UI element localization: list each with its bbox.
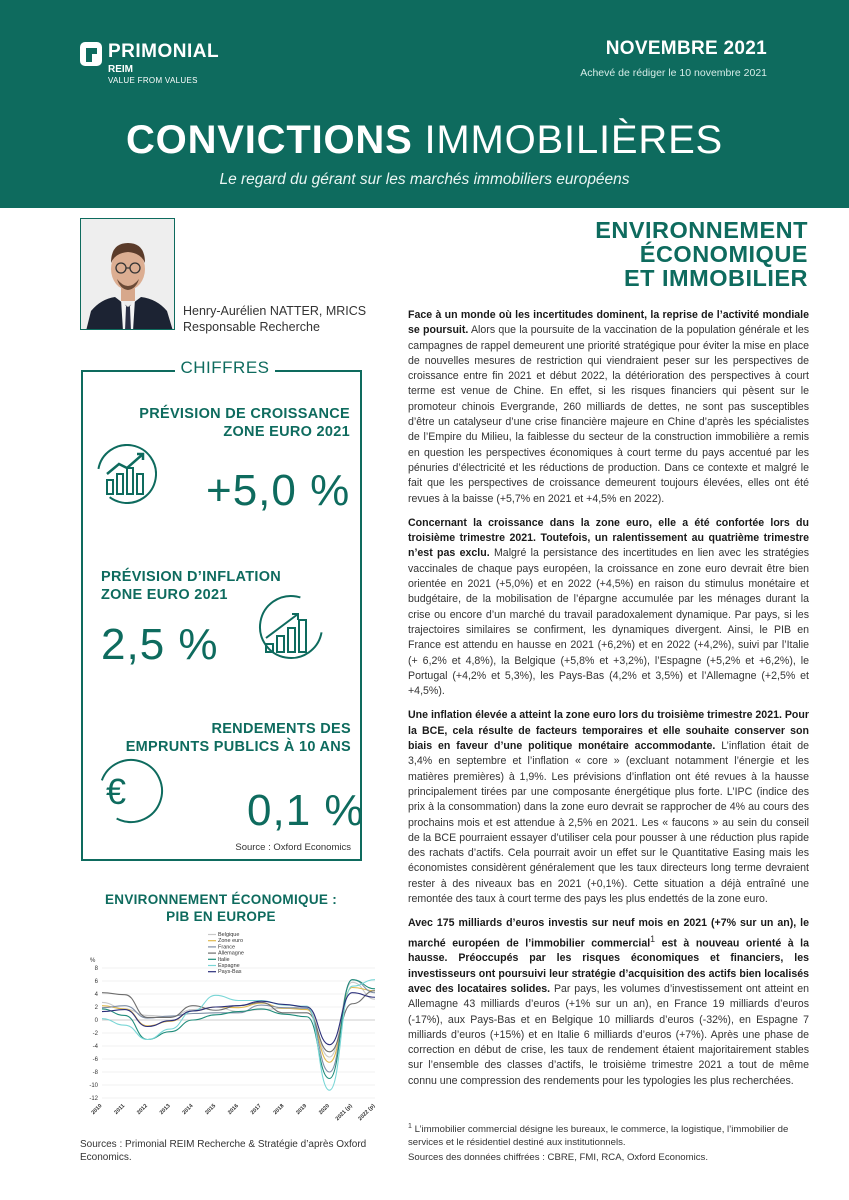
brand-tagline: VALUE FROM VALUES xyxy=(108,76,198,85)
chart-ytick-label: -2 xyxy=(92,1031,98,1037)
chart-ytick-label: 0 xyxy=(94,1018,98,1024)
page-title xyxy=(0,118,849,163)
chart-series-line xyxy=(102,991,375,1052)
paragraph-4: Avec 175 milliards d’euros investis sur neuf mois en 2021 (+7% sur un an), le marché européen de l’immobilier commercial$^1$ est à nouveau orienté à la hausse. Préoccupés par les risques économiques et financiers, les investisseurs ont poursuivi leur stratégie d’acquisition des actifs bien localisés avec des locataires solides. Par pays, les volumes d’investissement ont atteint en Allemagne 43 milliards d’euros (+1% sur un an), en France 19 milliards d’euros (-17%), aux Pays-Bas et en Belgique 10 milliards d’euros (-32%), en Espagne 7 milliards d’euros (+15%) et en Italie 6 milliards d’euros (+7%). Après une phase de correction en début de crise, les taux de rendement étaient majoritairement stables sur l’ensemble des classes d’actifs, le troisième trimestre 2021 a tout de même connu une compression des rendements pour les typologies les plus recherchées. xyxy=(408,917,809,1087)
page-subtitle: Le regard du gérant sur les marchés immobiliers européens xyxy=(219,171,630,188)
chart-ytick-label: -10 xyxy=(89,1083,98,1089)
paragraph-3: Une inflation élevée a atteint la zone euro lors du troisième trimestre 2021. Pour la BCE, cela résulte de facteurs temporaires et elle souhaite conserver son biais en faveur d’une politique monétaire accommodante. L’inflation était de 3,4% en septembre et l’inflation « core » (excluant notamment l’énergie et les matières premières) à 1,9%. Les prévisions d’inflation ont été revues à la hausse principalement tirées par une composante énergétique plus forte. L’IPC (indice des prix à la consommation) dans la zone euro devrait se rapprocher de 4% au cours des prochains mois et est attendue à 2,5% en 2021. Les « faucons » au sein du conseil de la BCE pourraient essayer d’utiliser cela pour pousser à une réduction plus rapide des rachats d’actifs. Cela pourrait avoir un effet sur le Quantitative Easing mais les économistes considèrent généralement que les taux directeurs long terme devraient rester à des niveaux bas en 2021 (+0,1%). Cette situation a déjà entraîné une remontée des taux à court terme des pays les plus endettés de la zone euro. xyxy=(408,709,809,905)
chart-ytick-label: 4 xyxy=(94,992,98,998)
data-sources: Sources des données chiffrées : CBRE, FMI, RCA, Oxford Economics. xyxy=(408,1152,709,1163)
inflation-heading: PRÉVISION D’INFLATION ZONE EURO 2021 xyxy=(101,569,282,603)
chart-legend-label: Pays-Bas xyxy=(218,969,242,976)
title-light: IMMOBILIÈRES xyxy=(424,118,724,162)
chart-xtick-label: 2014 xyxy=(181,1103,195,1117)
brand-logo[interactable] xyxy=(80,40,240,90)
chart-ylabel: % xyxy=(90,958,96,964)
paragraph-1: Face à un monde où les incertitudes dominent, la reprise de l’activité mondiale se poursuit. Alors que la poursuite de la vaccination de la population générale et les campagnes de rappel demeurent une priorité stratégique pour éviter la mise en place de nouvelles mesures de restriction qui viendraient peser sur les perspectives de croissance entre fin 2021 et début 2022, la détérioration des perspectives à court terme est venue de Chine. En effet, si les risques financiers qui pèsent sur le promoteur chinois Evergrande, 260 milliards de dettes, ne sont pas susceptibles d’être un catalyseur d’une crise financière majeure en Chine d’après les spécialistes de l’Empire du Milieu, la faiblesse du secteur de la construction immobilière a remis en question les perspectives économiques à court terme du pays accentué par les pénuries d’électricité et les réductions de production. Dans ce contexte et malgré le fait que les perspectives de croissance demeurent toujours élevées, elles ont été revues à la baisse (+5,7% en 2021 et +4,5% en 2022). xyxy=(408,309,810,505)
bar-chart-icon xyxy=(258,594,324,660)
author-role: Responsable Recherche xyxy=(183,320,320,334)
chart-xtick-label: 2016 xyxy=(227,1103,240,1117)
brand-division: REIM xyxy=(108,64,133,75)
footnote-ref[interactable]: 1 xyxy=(650,933,656,944)
article-title: ENVIRONNEMENT ÉCONOMIQUE ET IMMOBILIER xyxy=(595,217,808,291)
chart-ytick-label: -4 xyxy=(92,1044,98,1050)
chart-xtick-label: 2015 xyxy=(204,1103,218,1117)
primonial-logo-icon xyxy=(80,42,102,66)
chart-xtick-label: 2013 xyxy=(158,1103,172,1117)
paragraph-2: Concernant la croissance dans la zone euro, elle a été confortée lors du troisième trimestre 2021. Toutefois, un ralentissement au quatrième trimestre n’est pas exclu. Malgré la persistance des incertitudes en lien avec les stratégies vaccinales de chaque pays européen, la croissance en zone euro devrait être bien orientée en 2021 (+5,0%) et en 2022 (+4,5%) en raison du stimulus monétaire et budgétaire, de la mobilisation de l’épargne accumulée par les ménages durant la crise ou encore d’un marché du travail paradoxalement dynamique. Par pays, si les trajectoires similaires se confirment, les dynamiques divergent. Ainsi, le PIB en France est attendu en hausse en 2021 (+6,2%) et en 2022 (+4,2%), suivi par l’Italie (+ 6,2% et 4,8%), la Belgique (+5,8% et +3,2%), l’Espagne (+5,2% et +6,2%), le Portugal (+4,2% et 5,3%), les Pays-Bas (4,2% et 3,5%) et l’Allemagne (+2,5% et +4,5%). xyxy=(408,516,809,698)
author-portrait-icon xyxy=(81,219,175,330)
chart-xtick-label: 2017 xyxy=(249,1103,263,1117)
chart-legend-label: Allemagne xyxy=(218,950,244,957)
chart-ytick-label: -8 xyxy=(92,1070,98,1076)
chart-xtick-label: 2018 xyxy=(272,1103,286,1117)
yields-heading: RENDEMENTS DES EMPRUNTS PUBLICS À 10 ANS xyxy=(125,721,351,755)
issue-month: NOVEMBRE 2021 xyxy=(605,38,767,59)
chart-ytick-label: -12 xyxy=(89,1096,98,1102)
chart-ytick-label: 8 xyxy=(94,966,98,972)
yields-value: 0,1 % xyxy=(247,786,365,835)
chart-legend-label: France xyxy=(218,944,236,951)
chart-source: Sources : Primonial REIM Recherche & Stratégie d’après Oxford Economics. xyxy=(80,1139,367,1163)
figures-source: Source : Oxford Economics xyxy=(235,842,351,853)
issue-written-date: Achevé de rédiger le 10 novembre 2021 xyxy=(580,67,767,79)
chart-legend-label: Zone euro xyxy=(218,938,244,945)
chart-xtick-label: 2021 (p) xyxy=(334,1103,354,1123)
chart-legend-label: Italie xyxy=(218,956,230,963)
footnote: $^1$ L’immobilier commercial désigne les bureaux, le commerce, la logistique, l’immobilier de services et le résidentiel destiné aux institutionnels. xyxy=(408,1123,789,1148)
growth-heading: PRÉVISION DE CROISSANCE ZONE EURO 2021 xyxy=(139,406,350,440)
title-bold: CONVICTIONS xyxy=(125,118,413,162)
chart-series-line xyxy=(102,980,375,1079)
brand-name: PRIMONIAL xyxy=(108,41,220,62)
chart-legend-label: Espagne xyxy=(218,963,240,969)
chart-title: ENVIRONNEMENT ÉCONOMIQUE : PIB EN EUROPE xyxy=(104,892,338,924)
chart-ytick-label: 2 xyxy=(94,1005,98,1011)
chart-xtick-label: 2011 xyxy=(113,1103,127,1116)
key-figures-heading: CHIFFRES xyxy=(175,358,275,378)
chart-growth-icon xyxy=(97,444,157,504)
svg-text:€: € xyxy=(106,771,127,812)
chart-xtick-label: 2010 xyxy=(90,1103,104,1117)
article-body xyxy=(408,308,809,1098)
chart-xtick-label: 2022 (p) xyxy=(357,1103,377,1123)
gdp-line-chart xyxy=(80,928,380,1128)
chart-xtick-label: 2012 xyxy=(136,1103,149,1117)
chart-ytick-label: 6 xyxy=(94,979,98,985)
chart-xtick-label: 2020 xyxy=(318,1103,331,1117)
inflation-value: 2,5 % xyxy=(101,620,219,669)
growth-value: +5,0 % xyxy=(206,466,351,515)
author-photo xyxy=(80,218,175,330)
chart-ytick-label: -6 xyxy=(92,1057,98,1063)
author-name: Henry-Aurélien NATTER, MRICS xyxy=(183,304,367,318)
euro-icon xyxy=(98,758,164,824)
chart-legend-label: Belgique xyxy=(218,932,240,938)
chart-xtick-label: 2019 xyxy=(295,1103,309,1117)
header-banner xyxy=(0,0,849,208)
